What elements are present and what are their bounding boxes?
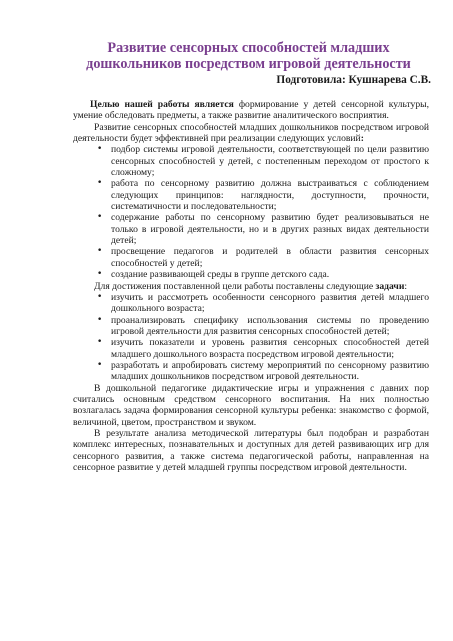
list-item: • проанализировать специфику использования системы по проведению игровой деятельности для развития сенсорных способностей детей; (111, 315, 429, 338)
list-item: • подбор системы игровой деятельности, соответствующей по цели развитию сенсорных способностей у детей, с постепенным переходом от простого к сложному; (111, 144, 429, 178)
list-item: • разработать и апробировать систему мероприятий по сенсорному развитию младших дошкольников посредством игровой деятельности. (111, 360, 429, 383)
author-line: Подготовила: Кушнарева С.В. (276, 74, 431, 86)
tasks-colon: : (404, 280, 408, 292)
hypothesis-text: Развитие сенсорных способностей младших дошкольников посредством игровой деятельности будет эффективней при реализации следующих условий (73, 121, 429, 145)
tasks-intro-paragraph (73, 281, 429, 292)
document-title (66, 40, 431, 72)
list-item: • изучить показатели и уровень развития сенсорных способностей детей младшего дошкольного возраста посредством игровой деятельности; (111, 337, 429, 360)
goal-text: формирование у детей сенсорной культуры, умение обследовать предметы, а также развитие аналитического восприятия. (73, 99, 429, 122)
pedagogy-paragraph: В дошкольной педагогике дидактические игры и упражнения с давних пор считались основным средством сенсорного воспитания. На них полностью возлагалась задача формирования сенсорной культуры ребенка: знакомство с формой, величиной, цветом, пространством и звуком. (73, 382, 429, 428)
result-paragraph: В результате анализа методической литературы был подобран и разработан комплекс интересных, познавательных и доступных для детей развивающих игр для сенсорного развития, а также система педагогической работы, направленная на сенсорное развитие у детей младшей группы посредством игровой деятельности. (73, 427, 429, 473)
list-item: • изучить и рассмотреть особенности сенсорного развития детей младшего дошкольного возраста; (111, 292, 429, 315)
tasks-word: задачи (375, 280, 405, 292)
tasks-intro: Для достижения поставленной цели работы поставлены следующие (94, 280, 376, 292)
tasks-list (73, 292, 429, 383)
list-item: • создание развивающей среды в группе детского сада. (111, 269, 429, 280)
goal-lead: Целью нашей работы является (90, 99, 234, 110)
goal-paragraph (73, 99, 429, 122)
document-body (73, 99, 429, 473)
list-item: • содержание работы по сенсорному развитию будет реализовываться не только в игровой деятельности, но и в других разных видах деятельности детей; (111, 212, 429, 246)
title-line-2: дошкольников посредством игровой деятельности (86, 56, 411, 72)
hypothesis-colon: : (360, 133, 364, 145)
conditions-list (73, 144, 429, 280)
list-item: • просвещение педагогов и родителей в области развития сенсорных способностей у детей; (111, 246, 429, 269)
list-item: • работа по сенсорному развитию должна выстраиваться с соблюдением следующих принципов: наглядности, доступности, прочности, систематичности и последовательности; (111, 178, 429, 212)
title-line-1: Развитие сенсорных способностей младших (107, 40, 390, 56)
hypothesis-paragraph (73, 122, 429, 145)
